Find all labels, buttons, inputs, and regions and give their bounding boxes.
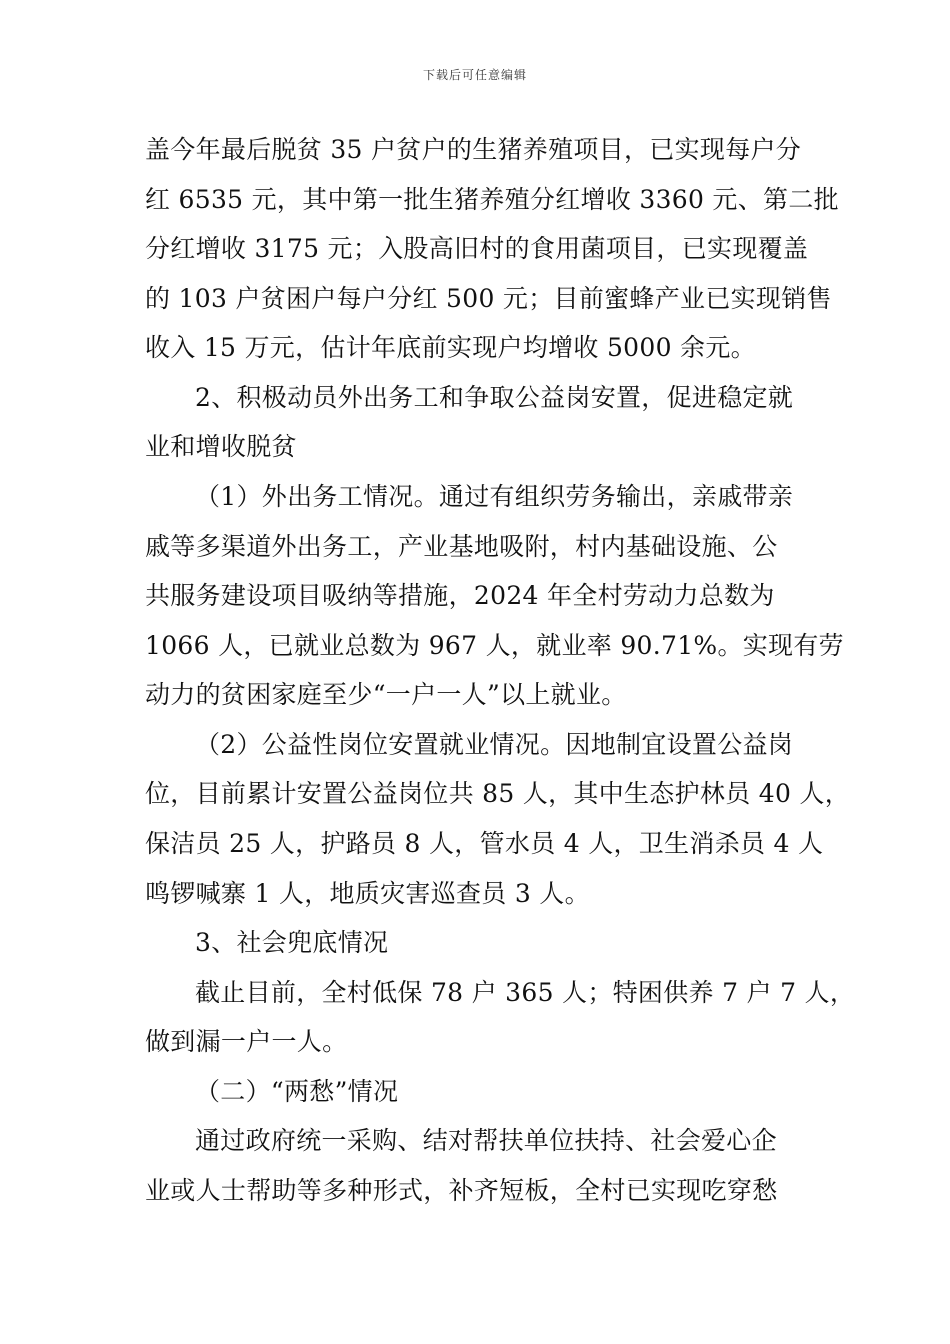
body-line: 1066 人，已就业总数为 967 人，就业率 90.71%。实现有劳 [145, 631, 844, 660]
body-line: 鸣锣喊寨 1 人，地质灾害巡查员 3 人。 [145, 879, 590, 908]
body-line: 戚等多渠道外出务工，产业基地吸附，村内基础设施、公 [145, 532, 778, 561]
body-line: 保洁员 25 人，护路员 8 人，管水员 4 人，卫生消杀员 4 人 [145, 829, 824, 858]
body-line: 动力的贫困家庭至少“一户一人”以上就业。 [145, 680, 627, 709]
section-heading-cont: 业和增收脱贫 [145, 432, 297, 461]
body-line: 的 103 户贫困户每户分红 500 元；目前蜜蜂产业已实现销售 [145, 284, 832, 313]
body-line: 做到漏一户一人。 [145, 1027, 348, 1056]
body-line: 位，目前累计安置公益岗位共 85 人，其中生态护林员 40 人， [145, 779, 851, 808]
section-heading: 3、社会兜底情况 [195, 928, 389, 957]
section-heading: （二）“两愁”情况 [195, 1077, 399, 1106]
subsection-paragraph: （1）外出务工情况。通过有组织劳务输出，亲戚带亲 [195, 482, 794, 511]
body-line: 分红增收 3175 元；入股高旧村的食用菌项目，已实现覆盖 [145, 234, 809, 263]
body-line: 收入 15 万元，估计年底前实现户均增收 5000 余元。 [145, 333, 756, 362]
body-line: 红 6535 元，其中第一批生猪养殖分红增收 3360 元、第二批 [145, 185, 839, 214]
page-header: 下载后可任意编辑 [422, 68, 527, 82]
paragraph-start: 截止目前，全村低保 78 户 365 人；特困供养 7 户 7 人， [195, 978, 856, 1007]
section-heading: 2、积极动员外出务工和争取公益岗安置，促进稳定就 [195, 383, 794, 412]
subsection-paragraph: （2）公益性岗位安置就业情况。因地制宜设置公益岗 [195, 730, 794, 759]
paragraph-start: 通过政府统一采购、结对帮扶单位扶持、社会爱心企 [195, 1126, 777, 1155]
body-line: 共服务建设项目吸纳等措施，2024 年全村劳动力总数为 [145, 581, 775, 610]
body-line: 盖今年最后脱贫 35 户贫户的生猪养殖项目，已实现每户分 [145, 135, 802, 164]
body-line: 业或人士帮助等多种形式，补齐短板，全村已实现吃穿愁 [145, 1176, 778, 1205]
